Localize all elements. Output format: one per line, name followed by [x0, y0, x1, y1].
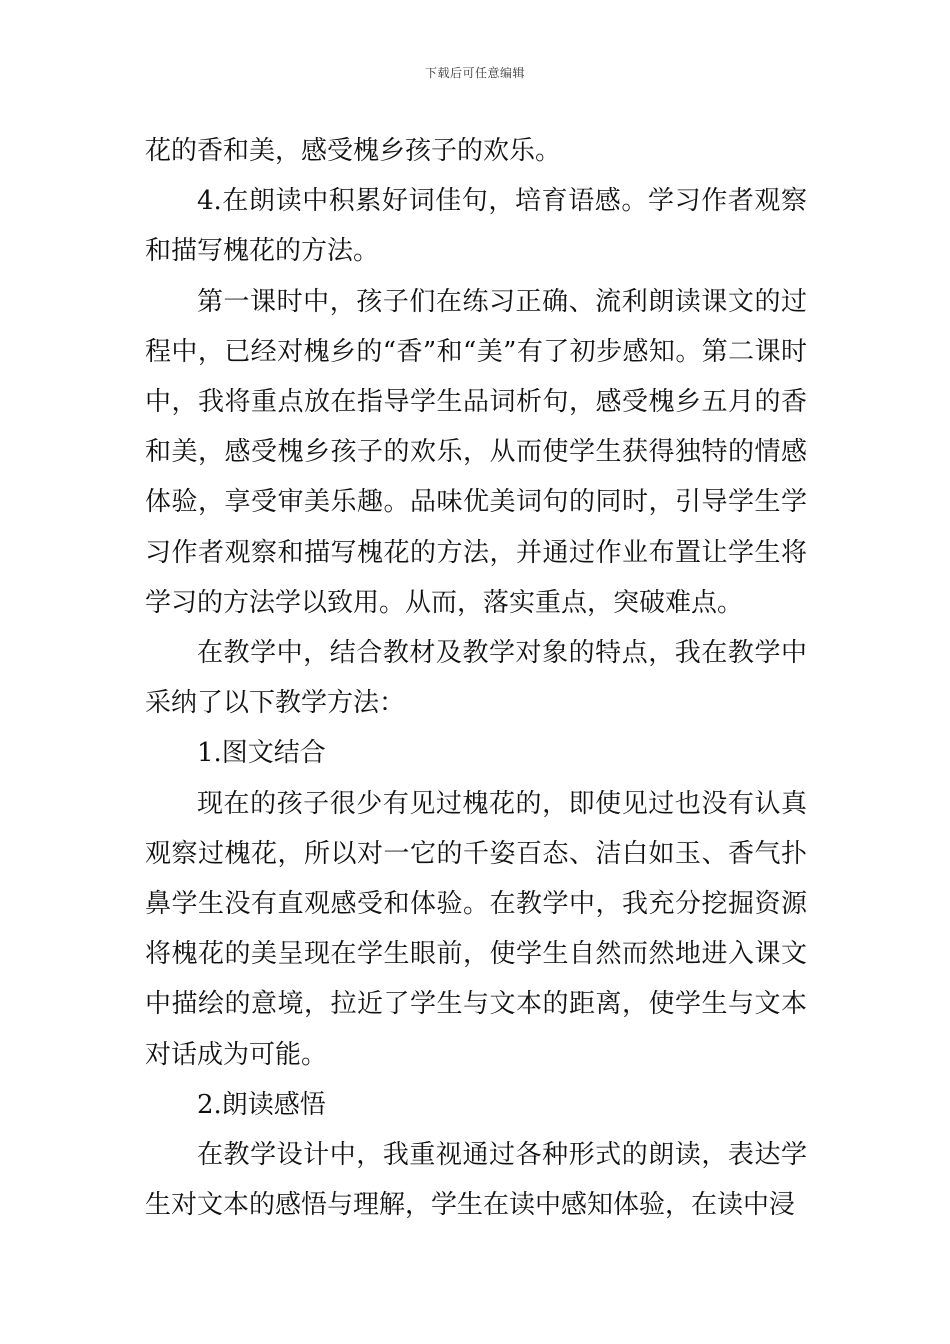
paragraph-method-2: 在教学设计中，我重视通过各种形式的朗读，表达学生对文本的感悟与理解，学生在读中感知体验，在读中浸: [145, 1140, 807, 1221]
paragraph-method-1: 现在的孩子很少有见过槐花的，即使见过也没有认真观察过槐花，所以对一它的千姿百态、洁白如玉、香气扑鼻学生没有直观感受和体验。在教学中，我充分挖掘资源将槐花的美呈现在学生眼前，使学生自然而然地进入课文中描绘的意境，拉近了学生与文本的距离，使学生与文本对话成为可能。: [145, 788, 807, 1070]
paragraph-lesson-focus: 第一课时中，孩子们在练习正确、流利朗读课文的过程中，已经对槐乡的“香”和“美”有了初步感知。第二课时中，我将重点放在指导学生品词析句，感受槐乡五月的香和美，感受槐乡孩子的欢乐，从而使学生获得独特的情感体验，享受审美乐趣。品味优美词句的同时，引导学生学习作者观察和描写槐花的方法，并通过作业布置让学生将学习的方法学以致用。从而，落实重点，突破难点。: [145, 286, 807, 618]
header-note: 下载后可任意编辑: [424, 66, 525, 80]
paragraph-goal-4: 4.在朗读中积累好词佳句，培育语感。学习作者观察和描写槐花的方法。: [145, 186, 807, 267]
paragraph-continuation: 花的香和美，感受槐乡孩子的欢乐。: [145, 136, 562, 166]
body-text: [145, 126, 807, 1230]
paragraph-methods-intro: 在教学中，结合教材及教学对象的特点，我在教学中采纳了以下教学方法：: [145, 638, 807, 719]
heading-method-1: 1.图文结合: [197, 738, 326, 769]
heading-method-2: 2.朗读感悟: [197, 1089, 326, 1120]
